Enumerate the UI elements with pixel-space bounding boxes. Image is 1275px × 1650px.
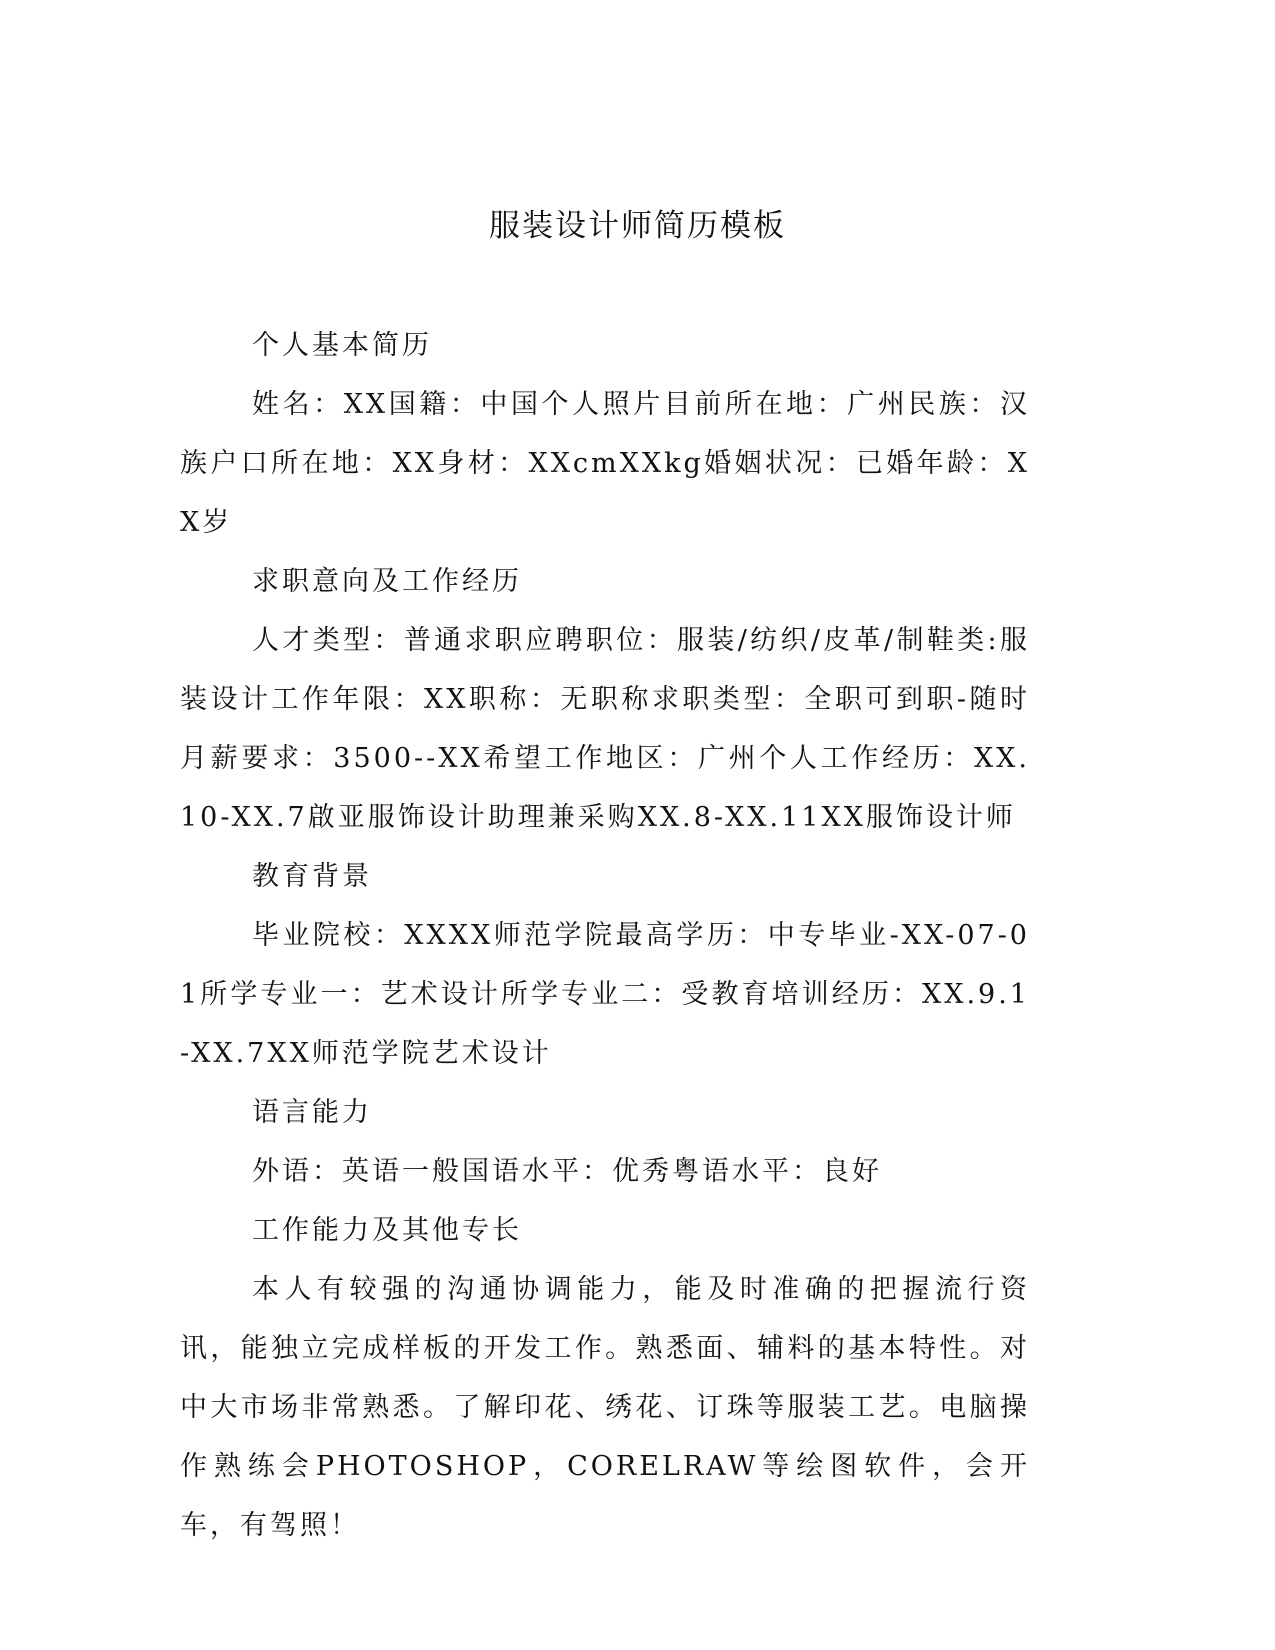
section-heading-language: 语言能力 xyxy=(252,1097,372,1128)
language-paragraph: 外语：英语一般国语水平：优秀粤语水平：良好 xyxy=(252,1156,882,1187)
document-body xyxy=(180,316,1030,1555)
section-heading-skills: 工作能力及其他专长 xyxy=(252,1215,522,1246)
job-intention-paragraph: 人才类型：普通求职应聘职位：服装/纺织/皮革/制鞋类:服装设计工作年限：XX职称：无职称求职类型：全职可到职-随时月薪要求：3500--XX希望工作地区：广州个人工作经历：XX.10-XX.7啟亚服饰设计助理兼采购XX.8-XX.11XX服饰设计师 xyxy=(180,625,1030,833)
personal-info-paragraph: 姓名：XX国籍：中国个人照片目前所在地：广州民族：汉族户口所在地：XX身材：XXcmXXkg婚姻状况：已婚年龄：XX岁 xyxy=(180,389,1030,538)
skills-paragraph: 本人有较强的沟通协调能力，能及时准确的把握流行资讯，能独立完成样板的开发工作。熟悉面、辅料的基本特性。对中大市场非常熟悉。了解印花、绣花、订珠等服装工艺。电脑操作熟练会PHOTOSHOP，CORELRAW等绘图软件，会开车，有驾照！ xyxy=(180,1274,1030,1541)
section-heading-job-intention: 求职意向及工作经历 xyxy=(252,566,522,597)
education-paragraph: 毕业院校：XXXX师范学院最高学历：中专毕业-XX-07-01所学专业一：艺术设计所学专业二：受教育培训经历：XX.9.1-XX.7XX师范学院艺术设计 xyxy=(180,920,1030,1069)
document-title: 服装设计师简历模板 xyxy=(489,208,786,244)
section-heading-education: 教育背景 xyxy=(252,861,372,892)
section-heading-personal-info: 个人基本简历 xyxy=(252,330,432,361)
